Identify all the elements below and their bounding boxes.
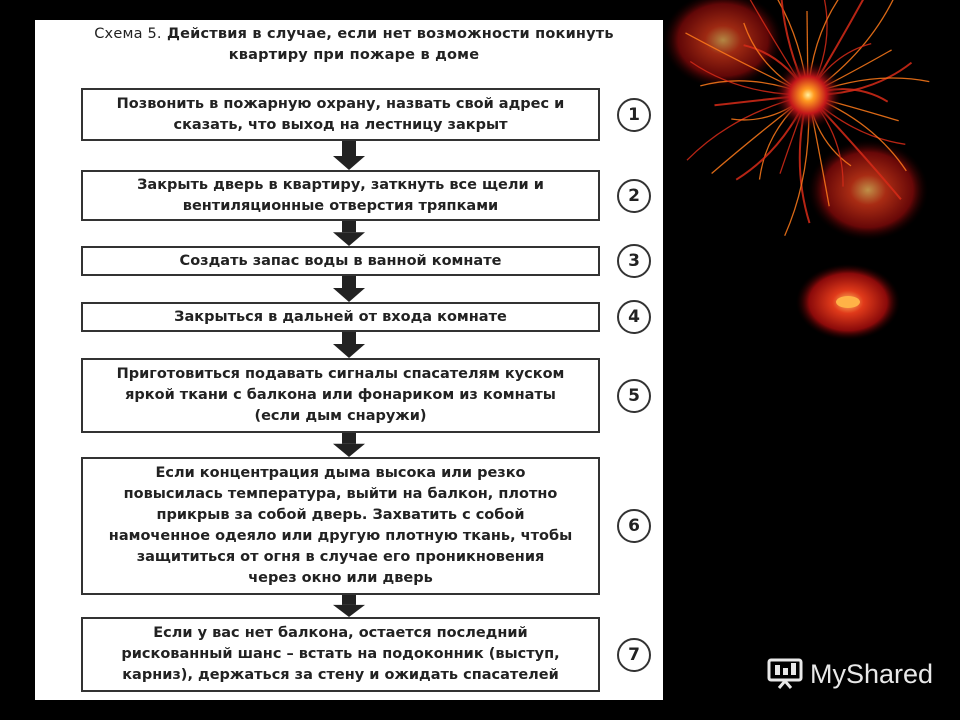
title-main: Действия в случае, если нет возможности покинуть квартиру при пожаре в доме xyxy=(166,26,614,63)
step-line: сказать, что выход на лестницу закрыт xyxy=(173,116,508,133)
step-line: яркой ткани с балкона или фонариком из комнаты xyxy=(125,387,556,403)
arrow-down-icon xyxy=(331,141,367,170)
step-line: прикрыв за собой дверь. Захватить с собой xyxy=(156,507,525,523)
title-lead: Схема 5. xyxy=(94,26,162,42)
step-box xyxy=(81,617,600,692)
step-line: Если концентрация дыма высока или резко xyxy=(155,465,526,481)
step-line: Если у вас нет балкона, остается последний xyxy=(153,625,528,641)
arrow-down-icon xyxy=(331,595,367,617)
step-box xyxy=(81,358,600,433)
step-number: 2 xyxy=(617,179,651,213)
step-box xyxy=(81,302,600,332)
watermark-text: MyShared xyxy=(810,658,934,689)
step-box xyxy=(81,170,600,221)
step-text xyxy=(109,463,572,589)
step-line: Создать запас воды в ванной комнате xyxy=(179,252,502,269)
step-line: рискованный шанс – встать на подоконник (выступ, xyxy=(121,646,560,662)
arrow-down-icon xyxy=(331,433,367,457)
watermark xyxy=(766,654,933,694)
step-line: намоченное одеяло или другую плотную ткань, чтобы xyxy=(108,528,573,544)
diagram-title xyxy=(59,24,649,66)
presentation-icon xyxy=(766,656,804,692)
step-number: 5 xyxy=(617,379,651,413)
firework-decoration xyxy=(663,0,960,360)
step-text xyxy=(121,623,559,686)
step-number: 6 xyxy=(617,509,651,543)
step-line: повысилась температура, выйти на балкон, плотно xyxy=(123,486,558,502)
step-number: 4 xyxy=(617,300,651,334)
step-line: карниз), держаться за стену и ожидать спасателей xyxy=(122,667,559,683)
step-line: Закрыться в дальней от входа комнате xyxy=(174,308,507,325)
step-box xyxy=(81,246,600,276)
step-line: через окно или дверь xyxy=(248,570,433,586)
step-line: (если дым снаружи) xyxy=(254,408,427,424)
arrow-down-icon xyxy=(331,332,367,358)
arrow-down-icon xyxy=(331,221,367,246)
diagram-panel xyxy=(35,20,663,700)
arrow-down-icon xyxy=(331,276,367,302)
step-number: 1 xyxy=(617,98,651,132)
step-line: защититься от огня в случае его проникновения xyxy=(136,549,545,565)
step-line: Позвонить в пожарную охрану, назвать свой адрес и xyxy=(116,95,565,112)
step-box xyxy=(81,88,600,141)
step-line: Приготовиться подавать сигналы спасателям куском xyxy=(116,366,565,382)
step-text xyxy=(174,307,507,328)
step-line: вентиляционные отверстия тряпками xyxy=(182,197,499,214)
step-text xyxy=(137,175,544,217)
step-number: 3 xyxy=(617,244,651,278)
step-text xyxy=(117,94,565,136)
step-line: Закрыть дверь в квартиру, заткнуть все щели и xyxy=(137,176,544,193)
step-text xyxy=(117,364,565,427)
step-box xyxy=(81,457,600,595)
step-text xyxy=(180,251,502,272)
step-number: 7 xyxy=(617,638,651,672)
